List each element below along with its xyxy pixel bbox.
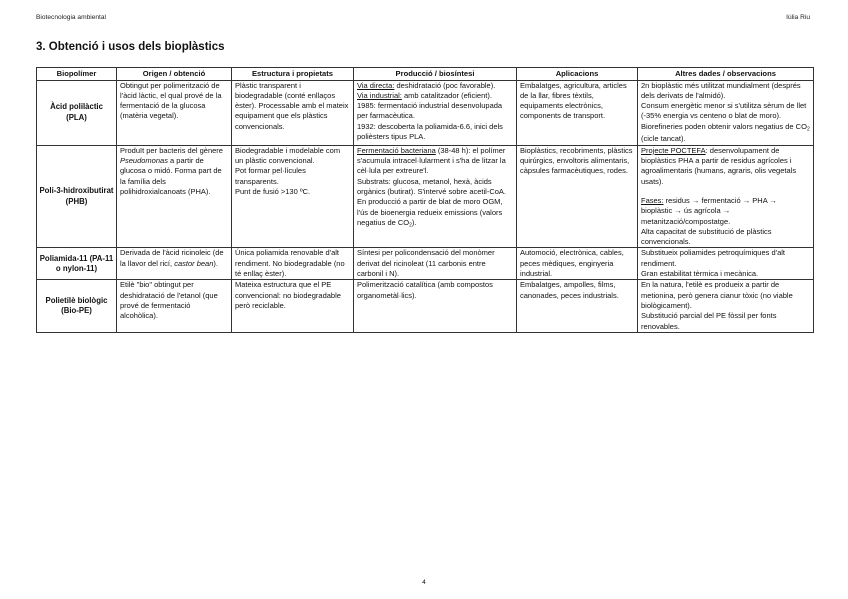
- projecte-text: : desenvolupament de bioplàstics PHA a partir de residus agrícoles i agroalimentaris (humans, agraris, olis vegetals usats).: [641, 145, 797, 186]
- altres-note: Alta capacitat de substitució de plàstics convencionals.: [641, 226, 772, 247]
- estructura-cell: Plàstic transparent i biodegradable (conté enllaços èster). Processable amb el mateix equipament que els plàstics convencionals.: [232, 80, 354, 145]
- projecte-label: Projecte POCTEFA: [641, 145, 706, 155]
- fermentacio-label: Fermentació bacteriana: [357, 145, 436, 155]
- produccio-cell: Polimerització catalítica (amb compostos organometàl·lics).: [354, 280, 517, 332]
- via-directa-label: Via directa:: [357, 80, 395, 90]
- table-row: [37, 80, 814, 145]
- subscript: 2: [409, 222, 412, 229]
- column-header-biopolimer: Biopolímer: [37, 68, 117, 81]
- altres-note: Consum energètic menor si s'utilitza sèrum de llet (-35% energia vs centeno o blat de moro).: [641, 101, 807, 121]
- altres-note-text: Biorefineries poden obtenir valors negatius de CO: [641, 121, 807, 131]
- estructura-cell: Única poliamida renovable d'alt rendiment. No biodegradable (no té enllaç èster).: [232, 248, 354, 280]
- origen-cell: [117, 145, 232, 248]
- origen-text: Derivada de l'àcid ricinoleic (de la llavor del ricí,: [120, 248, 224, 268]
- table-header-row: [37, 68, 814, 81]
- biopolymer-name: Àcid polilàctic (PLA): [37, 80, 117, 145]
- biopolymer-name: Poliamida-11 (PA-11 o nylon-11): [37, 248, 117, 280]
- estructura-note: Pot formar pel·lícules transparents.: [235, 166, 306, 186]
- table-row: [37, 145, 814, 248]
- origen-text: a partir de glucosa o midó. Forma part de la família dels polihidroxialcanoats (PHA).: [120, 156, 222, 196]
- column-header-produccio: Producció / biosíntesi: [354, 68, 517, 81]
- running-header-right: Iúlia Riu: [786, 14, 810, 21]
- plant-name: castor bean: [174, 258, 214, 268]
- via-industrial-text: amb catalitzador (eficient).: [401, 90, 492, 100]
- substrats-text: Substrats: glucosa, metanol, hexà, àcids orgànics (butirat). S'intervé sobre acetil-CoA.: [357, 176, 506, 196]
- running-header-left: Biotecnologia ambiental: [36, 14, 107, 21]
- altres-cell: [638, 80, 814, 145]
- table-row: [37, 280, 814, 332]
- page-number: 4: [422, 579, 426, 586]
- estructura-cell: Mateixa estructura que el PE convencional: no biodegradable però reciclable.: [232, 280, 354, 332]
- estructura-note: Biodegradable i modelable com un plàstic convencional.: [235, 145, 341, 166]
- via-directa-text: deshidratació (poc favorable).: [394, 80, 496, 90]
- via-industrial-label: Via industrial:: [357, 90, 402, 100]
- estructura-cell: [232, 145, 354, 248]
- fermentacio-text: (38-48 h): el polímer s'acumula intracel·lularment i s'ha de litzar la cèl·lula per extreure'l.: [357, 145, 506, 176]
- altres-note: En la natura, l'etilè es produeix a partir de metionina, però genera cianur tòxic (no viable biològicament).: [641, 280, 793, 310]
- column-header-estructura: Estructura i propietats: [232, 68, 354, 81]
- section-title: 3. Obtenció i usos dels bioplàstics: [36, 41, 225, 53]
- fases-text: residus → fermentació → PHA → bioplàstic → ús agrícola → metanització/compostatge.: [641, 195, 777, 226]
- altres-note: [641, 122, 810, 145]
- altres-cell: [638, 145, 814, 248]
- produccio-cell: [354, 145, 517, 248]
- subscript: 2: [806, 126, 810, 133]
- column-header-origen: Origen / obtenció: [117, 68, 232, 81]
- produccio-1985: 1985: fermentació industrial desenvolupada per farmacèutica.: [357, 101, 503, 121]
- produccio-cell: Síntesi per policondensació del monòmer derivat del ricinoleat (11 carbonis entre carbonil i N).: [354, 248, 517, 280]
- column-header-aplicacions: Aplicacions: [517, 68, 638, 81]
- aplicacions-cell: Embalatges, agricultura, articles de la llar, fibres tèxtils, equipaments electrònics, components de transport.: [517, 80, 638, 145]
- altres-note: Gran estabilitat tèrmica i mecànica.: [641, 269, 759, 279]
- aplicacions-cell: Embalatges, ampolles, films, canonades, peces industrials.: [517, 280, 638, 332]
- origen-cell: Etilè "bio" obtingut per deshidratació de l'etanol (que prové de fermentació alcohòlica).: [117, 280, 232, 332]
- blat-text: ).: [411, 217, 417, 227]
- altres-note: 2n bioplàstic més utilitzat mundialment (després dels derivats de l'almidó).: [641, 80, 801, 100]
- biopolymer-name: Polietilè biològic (Bio-PE): [37, 280, 117, 332]
- estructura-note: Punt de fusió >130 ºC.: [235, 186, 311, 196]
- altres-cell: [638, 248, 814, 280]
- aplicacions-cell: Automoció, electrònica, cables, peces mèdiques, enginyeria industrial.: [517, 248, 638, 280]
- biopolymer-name: Poli-3-hidroxibutirat (PHB): [37, 145, 117, 248]
- bioplastics-table: [36, 67, 814, 333]
- blat-text: En producció a partir de blat de moro OGM, l'ús de bioenergia redueix emissions (valors negatius de CO: [357, 197, 503, 227]
- origen-cell: Obtingut per polimerització de l'àcid làctic, el qual prové de la fermentació de la glucosa (matèria vegetal).: [117, 80, 232, 145]
- aplicacions-cell: Bioplàstics, recobriments, plàstics quirúrgics, envoltoris alimentaris, càpsules farmacèutiques, rodes.: [517, 145, 638, 248]
- altres-note-text: (cicle tancat).: [641, 134, 686, 144]
- genus-name: Pseudomonas: [120, 156, 168, 166]
- altres-note: Substitució parcial del PE fòssil per fonts renovables.: [641, 311, 777, 331]
- origen-text: ).: [213, 258, 218, 268]
- produccio-1932: 1932: descoberta la poliamida-6.6, inici dels polièsters tipus PLA.: [357, 121, 503, 141]
- column-header-altres: Altres dades / observacions: [638, 68, 814, 81]
- table-row: [37, 248, 814, 280]
- produccio-cell: [354, 80, 517, 145]
- fases-label: Fases:: [641, 195, 664, 205]
- origen-cell: [117, 248, 232, 280]
- origen-text: Produït per bacteris del gènere: [120, 145, 223, 155]
- altres-note: Substitueix poliamides petroquímiques d'alt rendiment.: [641, 248, 786, 268]
- altres-cell: [638, 280, 814, 332]
